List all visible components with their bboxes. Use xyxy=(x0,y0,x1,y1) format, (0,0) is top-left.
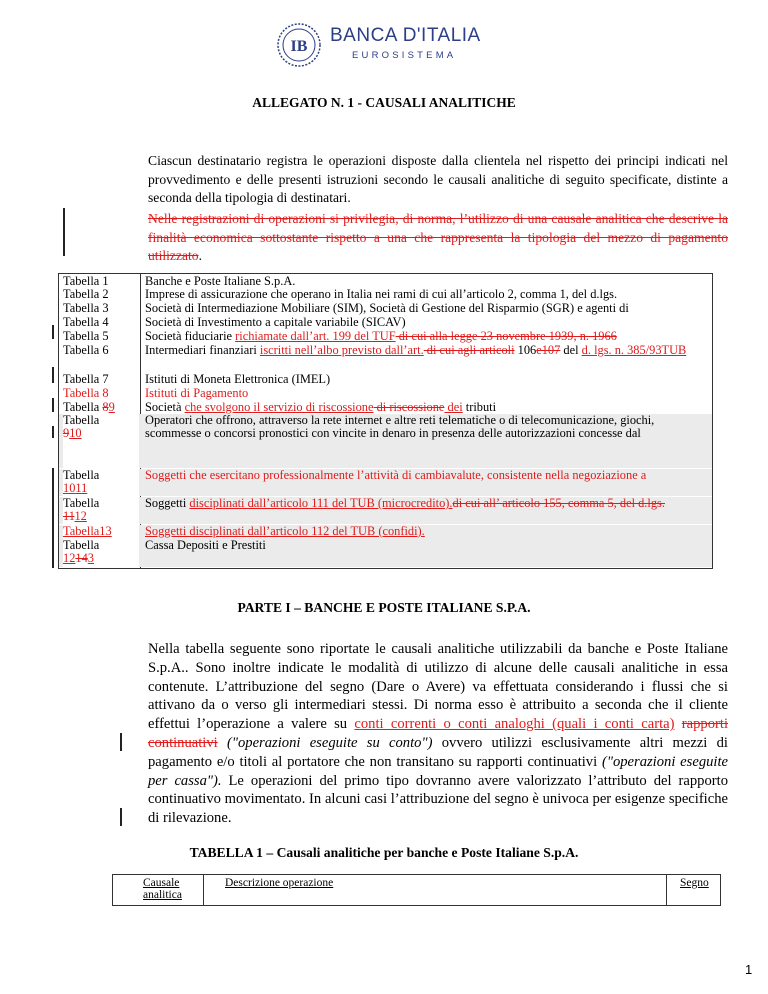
label-part: Tabella xyxy=(63,538,100,552)
inserted-text: iscritti nell’albo previsto dall’art. xyxy=(259,343,424,357)
header-cell xyxy=(113,875,204,905)
change-bar xyxy=(120,808,122,826)
row-label xyxy=(63,539,139,567)
change-bar xyxy=(120,733,122,751)
row-label: Tabella 8 xyxy=(63,386,109,400)
inserted-text: conti correnti o conti analoghi (quali i conti carta) xyxy=(354,716,675,733)
row-desc: Società di Investimento a capitale variabile (SICAV) xyxy=(145,315,406,329)
logo-name: BANCA D'ITALIA xyxy=(330,25,481,46)
deleted-text: di cui agli articoli xyxy=(423,343,515,357)
desc-part: Intermediari finanziari xyxy=(145,343,260,357)
desc-part: Soggetti xyxy=(145,496,190,510)
deleted-text: 8 xyxy=(102,400,109,414)
inserted-text: 12 xyxy=(74,509,87,524)
deleted-text: 9 xyxy=(63,426,70,441)
inserted-text: 3 xyxy=(87,551,94,566)
body-text: ovvero utilizzi esclusivamente altri mezzi di pagamento e/o titoli al portatore che non transitano su rapporti continuativi xyxy=(148,734,728,770)
desc-part: del xyxy=(560,343,582,357)
row-desc xyxy=(145,497,709,510)
row-desc: Soggetti che esercitano professionalmente l’attività di cambiavalute, consistente nella negoziazione a xyxy=(145,468,647,482)
row-desc: Istituti di Pagamento xyxy=(145,386,249,400)
table-row xyxy=(59,414,712,468)
svg-text:IB: IB xyxy=(290,38,308,55)
deleted-text: di cui all’ articolo 155, comma 5, del d.lgs. xyxy=(452,496,665,510)
change-bar xyxy=(52,325,54,339)
row-label xyxy=(63,469,139,496)
change-bar xyxy=(63,208,65,256)
entity-table xyxy=(58,273,713,569)
row-desc: Cassa Depositi e Prestiti xyxy=(145,538,266,552)
body-text: Le operazioni del primo tipo dovranno avere valorizzato l’attributo del rapporto continuativo movimentato. In alcuni casi l’attribuzione del segno è univoca per esigenze specifiche di rilevazione. xyxy=(148,772,728,827)
row-label: Tabella13 xyxy=(63,525,139,539)
inserted-text: dei xyxy=(444,400,463,414)
header-causale: Causale analitica xyxy=(143,877,182,901)
row-desc: Istituti di Moneta Elettronica (IMEL) xyxy=(145,372,331,386)
row-desc xyxy=(145,330,709,343)
desc-part: Società fiduciarie xyxy=(145,330,236,343)
desc-part: 106 xyxy=(514,343,537,357)
row-desc: Soggetti disciplinati dall’articolo 112 del TUB (confidi). xyxy=(145,524,425,538)
section-title: PARTE I – BANCHE E POSTE ITALIANE S.P.A. xyxy=(237,600,531,615)
row-desc: Operatori che offrono, attraverso la rete internet e altre reti telematiche o di telecomunicazione, giochi, scommesse o concorsi pronostici con vincite in denaro in presenza delle autorizzazioni concesse dal xyxy=(145,413,655,441)
inserted-text: 10 xyxy=(69,426,82,441)
deleted-paragraph xyxy=(148,210,728,266)
row-desc: Banche e Poste Italiane S.p.A. xyxy=(145,274,296,288)
label-part: Tabella xyxy=(63,413,100,427)
table-title: TABELLA 1 – Causali analitiche per banche e Poste Italiane S.p.A. xyxy=(189,845,579,860)
table-row xyxy=(59,539,712,567)
label-part: Tabella xyxy=(63,400,103,414)
row-desc xyxy=(145,344,709,357)
desc-part: tributi xyxy=(462,400,497,414)
inserted-text: richiamate dall’art. 199 del TUF xyxy=(235,330,396,343)
label-part: 12 xyxy=(63,551,76,566)
banca-italia-logo-icon xyxy=(276,22,322,68)
row-desc: Società di Intermediazione Mobiliare (SIM), Società di Gestione del Risparmio (SGR) e agenti di xyxy=(145,302,629,315)
label-part: Tabella xyxy=(63,496,100,510)
change-bar xyxy=(52,398,54,412)
page-number: 1 xyxy=(745,962,753,977)
row-desc: Imprese di assicurazione che operano in Italia nei rami di cui all’articolo 2, comma 1, del d.lgs. xyxy=(145,288,618,301)
change-bar xyxy=(52,468,54,568)
row-label: Tabella 4 xyxy=(63,315,109,329)
label-part: Tabella xyxy=(63,468,100,482)
deleted-text: e107 xyxy=(536,343,561,357)
row-label: Tabella 6 xyxy=(63,343,109,357)
row-label xyxy=(63,414,139,468)
table-row xyxy=(59,469,712,496)
page-title: ALLEGATO N. 1 - CAUSALI ANALITICHE xyxy=(252,95,516,110)
deleted-text: di cui alla legge 23 novembre 1939, n. 1966 xyxy=(395,330,617,343)
inserted-text: che svolgono il servizio di riscossione xyxy=(184,400,374,414)
table-header xyxy=(112,874,721,906)
deleted-text: Nelle registrazioni di operazioni si privilegia, di norma, l’utilizzo di una causale analitica che descrive la finalità economica sottostante rispetto a una che rappresenta la tipologia del mezzo di pagamento utilizzato xyxy=(148,211,728,264)
change-bar xyxy=(52,426,54,438)
row-label xyxy=(63,497,139,524)
desc-part: Società xyxy=(145,400,185,414)
row-label: Tabella 7 xyxy=(63,372,109,386)
header-descrizione: Descrizione operazione xyxy=(225,877,334,889)
row-label: Tabella 1 xyxy=(63,274,109,288)
paragraph-end: . xyxy=(198,248,202,264)
italic-text: ("operazioni eseguite su conto") xyxy=(227,734,433,751)
italic-text: ("operazioni eseguite per cassa"). xyxy=(148,753,728,789)
intro-paragraph: Ciascun destinatario registra le operazioni disposte dalla clientela nel rispetto dei principi indicati nel provvedimento e delle presenti istruzioni secondo le causali analitiche di seguito specificate, distinte a seconda della tipologia di destinatari. xyxy=(148,153,728,206)
change-bar xyxy=(52,367,54,383)
label-part: 10 xyxy=(63,481,76,496)
inserted-text: 11 xyxy=(75,481,88,496)
inserted-text: 9 xyxy=(108,400,115,414)
body-text: Nella tabella seguente sono riportate le causali analitiche utilizzabili da banche e Poste Italiane S.p.A.. Sono inoltre indicate le modalità di utilizzo di alcune delle causali analitiche in essa contenute. L’attribuzione del segno (Dare o Avere) va effettuata considerando i flussi che si attivano da o verso gli intermediari stessi. Di norma esso è attribuito a seconda che il cliente effettui l’operazione a valere su xyxy=(148,641,728,733)
inserted-text: d. lgs. n. 385/93TUB xyxy=(581,343,687,357)
deleted-text: rapporti continuativi xyxy=(148,716,728,751)
row-label: Tabella 5 xyxy=(63,329,109,343)
table-row xyxy=(59,525,712,539)
logo-subtitle: EUROSISTEMA xyxy=(352,50,457,61)
table-row xyxy=(59,497,712,524)
inserted-text: disciplinati dall’articolo 111 del TUB (microcredito). xyxy=(189,496,453,510)
row-label: Tabella 2 xyxy=(63,287,109,301)
body-paragraph xyxy=(148,640,728,828)
row-label: Tabella 3 xyxy=(63,301,109,315)
deleted-text: 11 xyxy=(63,509,75,524)
header-segno: Segno xyxy=(680,877,709,889)
header-cell xyxy=(203,875,667,905)
deleted-text: 14 xyxy=(75,551,88,566)
deleted-text: di riscossione xyxy=(373,400,445,414)
